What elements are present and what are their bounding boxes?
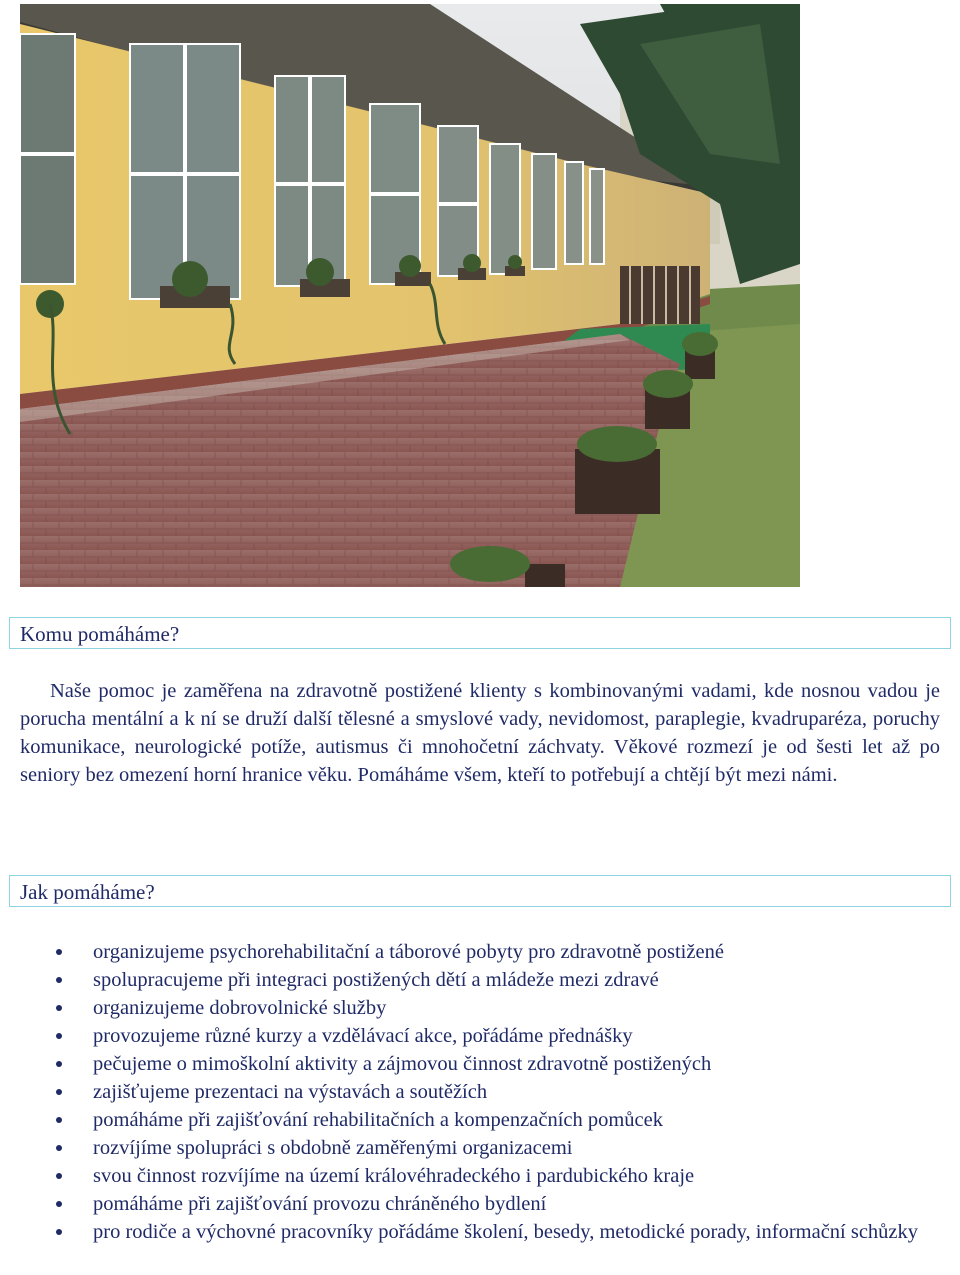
section-heading-jak bbox=[9, 875, 951, 907]
list-item-text: organizujeme dobrovolnické služby bbox=[93, 997, 387, 1019]
bullet-icon bbox=[56, 1145, 62, 1151]
list-item-text: rozvíjíme spolupráci s obdobně zaměřenými organizacemi bbox=[93, 1137, 573, 1159]
bullet-icon bbox=[56, 1173, 62, 1179]
list-item bbox=[20, 1218, 940, 1246]
intro-paragraph bbox=[20, 677, 940, 789]
services-list bbox=[20, 938, 940, 1246]
list-item-text: pro rodiče a výchovné pracovníky pořádáme školení, besedy, metodické porady, informační schůzky bbox=[93, 1221, 919, 1243]
list-item bbox=[20, 938, 940, 966]
list-item-text: organizujeme psychorehabilitační a táborové pobyty pro zdravotně postižené bbox=[93, 941, 724, 963]
section-heading-komu bbox=[9, 617, 951, 649]
section-heading-text: Jak pomáháme? bbox=[20, 880, 155, 904]
section-heading-text: Komu pomáháme? bbox=[20, 622, 180, 646]
list-item bbox=[20, 1078, 940, 1106]
bullet-icon bbox=[56, 1117, 62, 1123]
intro-paragraph-text: Naše pomoc je zaměřena na zdravotně postižené klienty s kombinovanými vadami, kde nosnou vadou je porucha mentální a k ní se druží další tělesné a smyslové vady, nevidomost, paraplegie, kvadruparéza, poruchy komunikace, neurologické potíže, autismus či mnohočetní záchvaty. Věkové rozmezí je od šesti let až po seniory bez omezení horní hranice věku. Pomáháme všem, kteří to potřebují a chtějí být mezi námi. bbox=[20, 680, 940, 786]
list-item-text: pomáháme při zajišťování provozu chráněného bydlení bbox=[93, 1193, 547, 1215]
bullet-icon bbox=[56, 1033, 62, 1039]
bullet-icon bbox=[56, 1229, 62, 1235]
list-item-text: provozujeme různé kurzy a vzdělávací akce, pořádáme přednášky bbox=[93, 1025, 633, 1047]
list-item bbox=[20, 1162, 940, 1190]
list-item bbox=[20, 1190, 940, 1218]
building-photo bbox=[20, 4, 800, 587]
list-item bbox=[20, 1022, 940, 1050]
list-item bbox=[20, 1050, 940, 1078]
list-item-text: pomáháme při zajišťování rehabilitačních a kompenzačních pomůcek bbox=[93, 1109, 664, 1131]
bullet-icon bbox=[56, 1005, 62, 1011]
bullet-icon bbox=[56, 1201, 62, 1207]
bullet-icon bbox=[56, 977, 62, 983]
list-item-text: pečujeme o mimoškolní aktivity a zájmovou činnost zdravotně postižených bbox=[93, 1053, 712, 1075]
list-item-text: zajišťujeme prezentaci na výstavách a soutěžích bbox=[93, 1081, 488, 1103]
list-item bbox=[20, 994, 940, 1022]
list-item-text: spolupracujeme při integraci postižených dětí a mládeže mezi zdravé bbox=[93, 969, 659, 991]
bullet-icon bbox=[56, 1061, 62, 1067]
list-item bbox=[20, 1106, 940, 1134]
list-item bbox=[20, 1134, 940, 1162]
list-item-text: svou činnost rozvíjíme na území královéhradeckého i pardubického kraje bbox=[93, 1165, 695, 1187]
bullet-icon bbox=[56, 1089, 62, 1095]
list-item bbox=[20, 966, 940, 994]
bullet-icon bbox=[56, 949, 62, 955]
